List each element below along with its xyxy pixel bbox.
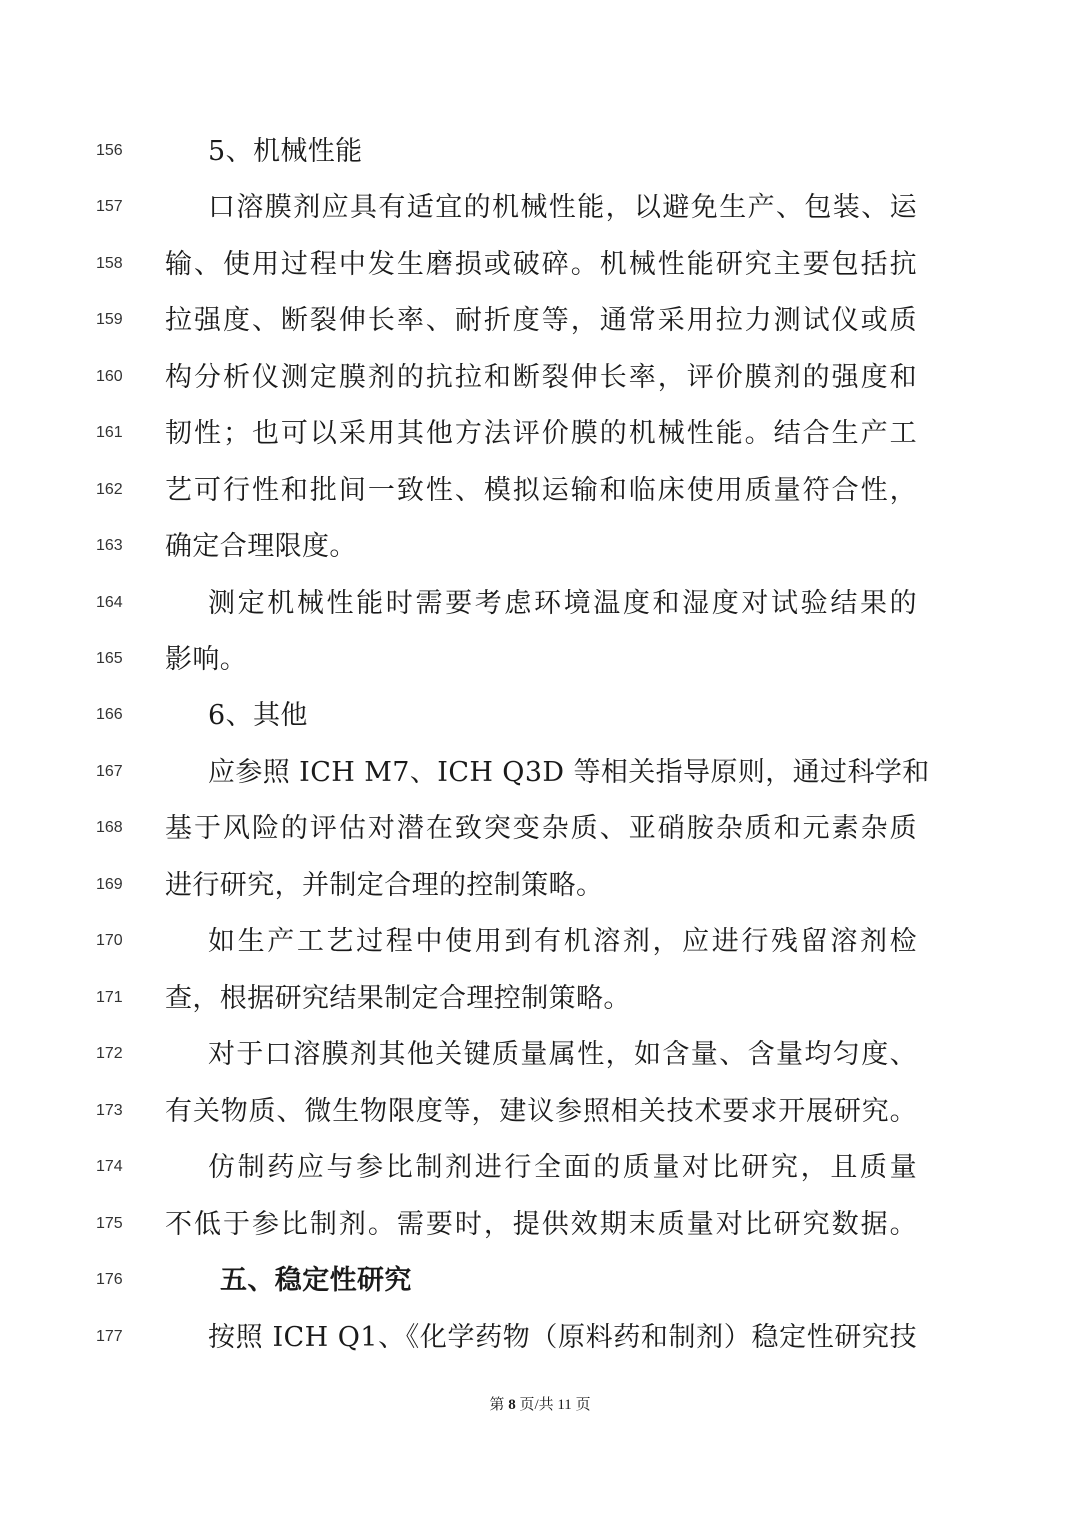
- line-number: 157: [96, 198, 123, 215]
- line-number: 175: [96, 1215, 123, 1232]
- line-number: 156: [96, 142, 123, 159]
- footer-total-pages: 11: [557, 1397, 572, 1413]
- text-line: [0, 922, 1080, 962]
- footer-middle: 页/共: [519, 1397, 554, 1413]
- line-number: 160: [96, 368, 123, 385]
- text-line: [0, 1092, 1080, 1132]
- footer-suffix: 页: [575, 1397, 591, 1413]
- text-line: [0, 1318, 1080, 1358]
- text-line: [0, 1035, 1080, 1075]
- text-line: [0, 584, 1080, 624]
- footer-prefix: 第: [489, 1397, 505, 1413]
- paragraph-text: 韧性；也可以采用其他方法评价膜的机械性能。结合生产工: [165, 418, 917, 449]
- paragraph-text: 进行研究，并制定合理的控制策略。: [165, 870, 604, 901]
- text-line: [0, 188, 1080, 228]
- text-line: [0, 245, 1080, 285]
- paragraph-text: 按照 ICH Q1、《化学药物（原料药和制剂）稳定性研究技: [208, 1322, 917, 1353]
- paragraph-text: 有关物质、微生物限度等，建议参照相关技术要求开展研究。: [165, 1096, 917, 1127]
- text-line: [0, 696, 1080, 736]
- section-heading: 5、机械性能: [208, 136, 363, 167]
- paragraph-text: 口溶膜剂应具有适宜的机械性能，以避免生产、包装、运: [208, 192, 917, 223]
- text-line: [0, 358, 1080, 398]
- text-line: [0, 1148, 1080, 1188]
- paragraph-text: 对于口溶膜剂其他关键质量属性，如含量、含量均匀度、: [208, 1039, 917, 1070]
- text-line: [0, 1261, 1080, 1301]
- line-number: 159: [96, 311, 123, 328]
- paragraph-text: 确定合理限度。: [165, 531, 357, 562]
- text-line: [0, 866, 1080, 906]
- section-heading: 6、其他: [208, 700, 308, 731]
- paragraph-text: 如生产工艺过程中使用到有机溶剂，应进行残留溶剂检: [208, 926, 917, 957]
- line-number: 166: [96, 706, 123, 723]
- paragraph-text: 输、使用过程中发生磨损或破碎。机械性能研究主要包括抗: [165, 249, 917, 280]
- paragraph-text: 艺可行性和批间一致性、模拟运输和临床使用质量符合性，: [165, 475, 917, 506]
- line-number: 162: [96, 481, 123, 498]
- line-number: 171: [96, 989, 123, 1006]
- line-number: 168: [96, 819, 123, 836]
- paragraph-text: 影响。: [165, 644, 248, 675]
- line-number: 161: [96, 424, 123, 441]
- line-number: 167: [96, 763, 123, 780]
- line-number: 174: [96, 1158, 123, 1175]
- text-line: [0, 753, 1080, 793]
- line-number: 176: [96, 1271, 123, 1288]
- line-number: 173: [96, 1102, 123, 1119]
- text-line: [0, 471, 1080, 511]
- paragraph-text: 拉强度、断裂伸长率、耐折度等，通常采用拉力测试仪或质: [165, 305, 917, 336]
- paragraph-text: 仿制药应与参比制剂进行全面的质量对比研究，且质量: [208, 1152, 917, 1183]
- paragraph-text: 不低于参比制剂。需要时，提供效期末质量对比研究数据。: [165, 1209, 917, 1240]
- text-line: [0, 979, 1080, 1019]
- footer-page-number: 8: [508, 1397, 516, 1413]
- text-line: [0, 301, 1080, 341]
- text-line: [0, 809, 1080, 849]
- paragraph-text: 查，根据研究结果制定合理控制策略。: [165, 983, 631, 1014]
- paragraph-text: 构分析仪测定膜剂的抗拉和断裂伸长率，评价膜剂的强度和: [165, 362, 917, 393]
- line-number: 163: [96, 537, 123, 554]
- line-number: 172: [96, 1045, 123, 1062]
- text-line: [0, 132, 1080, 172]
- chapter-heading: 五、稳定性研究: [220, 1265, 412, 1296]
- text-line: [0, 414, 1080, 454]
- paragraph-text: 基于风险的评估对潜在致突变杂质、亚硝胺杂质和元素杂质: [165, 813, 917, 844]
- line-number: 177: [96, 1328, 123, 1345]
- page-footer: [0, 1393, 1080, 1414]
- text-line: [0, 527, 1080, 567]
- line-number: 164: [96, 594, 123, 611]
- text-line: [0, 1205, 1080, 1245]
- line-number: 165: [96, 650, 123, 667]
- line-number: 170: [96, 932, 123, 949]
- paragraph-text: 测定机械性能时需要考虑环境温度和湿度对试验结果的: [208, 588, 917, 619]
- line-number: 158: [96, 255, 123, 272]
- line-number: 169: [96, 876, 123, 893]
- text-line: [0, 640, 1080, 680]
- paragraph-text: 应参照 ICH M7、ICH Q3D 等相关指导原则，通过科学和: [208, 757, 930, 788]
